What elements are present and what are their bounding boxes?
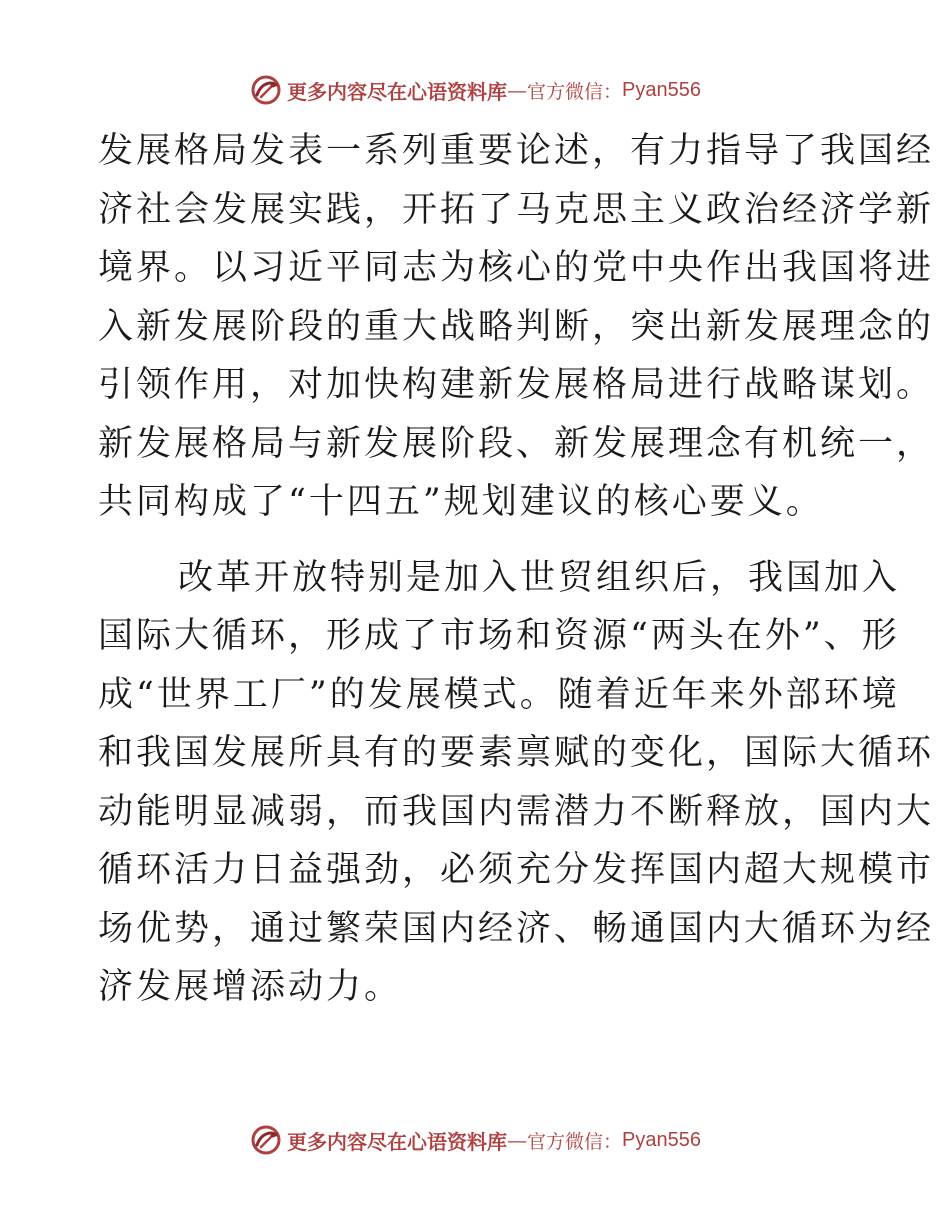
text-line: 和我国发展所具有的要素禀赋的变化，国际大循环 [98, 733, 935, 773]
brush-seal-icon [249, 1123, 283, 1157]
text-line: 改革开放特别是加入世贸组织后，我国加入 [178, 557, 901, 598]
paragraph-1 [98, 122, 935, 532]
text-line: 动能明显减弱，而我国内需潜力不断释放，国内大 [98, 791, 935, 832]
text-line: 循环活力日益强劲，必须充分发挥国内超大规模市 [98, 850, 935, 890]
document-body [98, 122, 935, 1017]
text-line: 国际大循环，形成了市场和资源“两头在外”、形 [98, 616, 900, 656]
header-banner [0, 70, 950, 110]
banner-main-text: 更多内容尽在心语资料库 [287, 1129, 507, 1154]
text-line: 济发展增添动力。 [98, 967, 403, 1007]
paragraph-2 [98, 549, 935, 1017]
banner-wechat-label: 官方微信： [527, 1130, 623, 1153]
banner-wechat-label: 官方微信： [527, 80, 623, 103]
text-line: 引领作用，对加快构建新发展格局进行战略谋划。 [98, 365, 935, 405]
text-line: 场优势，通过繁荣国内经济、畅通国内大循环为经 [98, 908, 935, 949]
text-line: 济社会发展实践，开拓了马克思主义政治经济学新 [98, 189, 935, 230]
banner-separator: — [507, 78, 527, 102]
banner-wechat-id: Pyan556 [622, 1128, 701, 1151]
text-line: 共同构成了“十四五”规划建议的核心要义。 [98, 482, 824, 522]
brush-seal-icon [249, 73, 283, 107]
banner-wechat-id: Pyan556 [622, 78, 701, 101]
banner-separator: — [507, 1128, 527, 1152]
banner-main-text: 更多内容尽在心语资料库 [287, 79, 507, 104]
text-line: 入新发展阶段的重大战略判断，突出新发展理念的 [98, 306, 935, 347]
text-line: 境界。以习近平同志为核心的党中央作出我国将进 [98, 248, 935, 288]
text-line: 发展格局发表一系列重要论述，有力指导了我国经 [98, 131, 935, 171]
footer-banner [0, 1120, 950, 1160]
text-line: 新发展格局与新发展阶段、新发展理念有机统一， [98, 423, 935, 464]
text-line: 成“世界工厂”的发展模式。随着近年来外部环境 [98, 674, 900, 715]
